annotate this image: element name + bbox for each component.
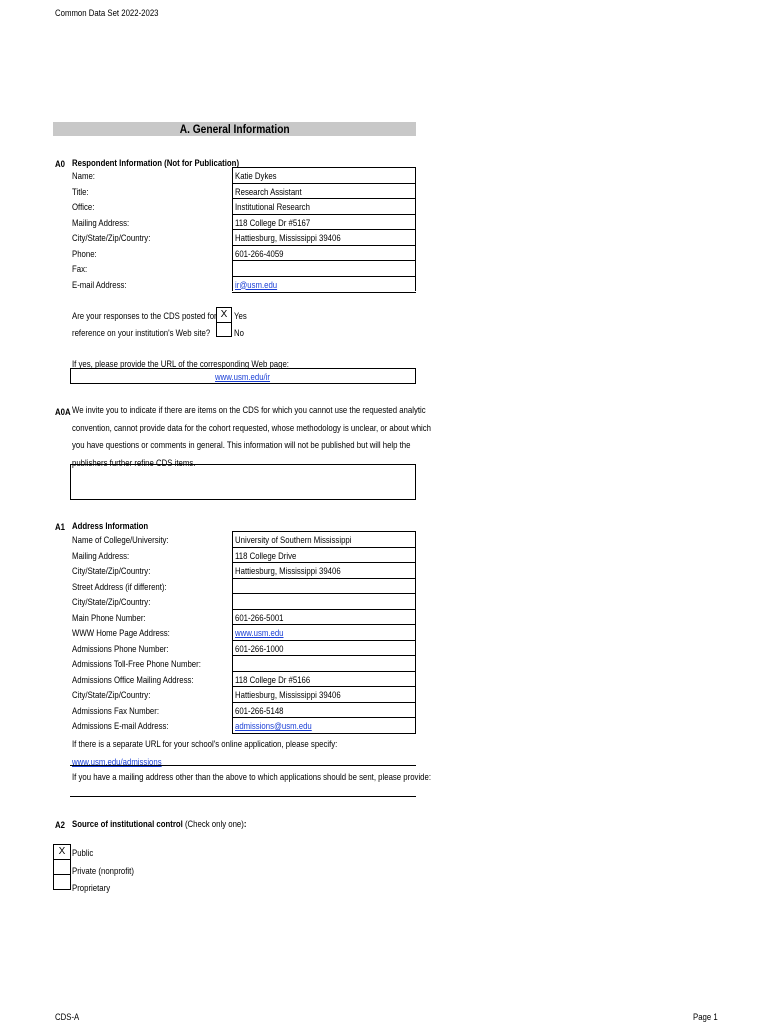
a1-field-value[interactable] bbox=[232, 655, 416, 671]
online-app-divider bbox=[70, 765, 416, 766]
a0-field-value[interactable]: 118 College Dr #5167 bbox=[232, 214, 416, 230]
a0-field-label: City/State/Zip/Country: bbox=[72, 233, 151, 244]
option-proprietary-label: Proprietary bbox=[72, 883, 111, 894]
a0-field-label: Phone: bbox=[72, 248, 97, 260]
a0-field-label: Mailing Address: bbox=[72, 217, 130, 229]
posted-options-labels bbox=[234, 307, 250, 341]
a1-value-table bbox=[232, 531, 416, 734]
a0-field-value[interactable]: Institutional Research bbox=[232, 198, 416, 214]
a0-field-label: Name: bbox=[72, 171, 95, 182]
posted-question: Are your responses to the CDS posted for reference on your institution's Web site? bbox=[72, 311, 217, 339]
footer-left: CDS-A bbox=[55, 1012, 80, 1023]
a0-field-value[interactable] bbox=[232, 260, 416, 276]
a0-field-label: Title: bbox=[72, 186, 89, 198]
a1-field-value[interactable]: University of Southern Mississippi bbox=[232, 531, 416, 547]
a1-field-label: Main Phone Number: bbox=[72, 612, 146, 624]
a2-heading: Source of institutional control (Check only one): bbox=[72, 819, 247, 830]
a0a-text: We invite you to indicate if there are items on the CDS for which you cannot use the requested analytic convention, cannot provide data for the cohort requested, whose methodology is unclear, or about which you have questions or comments in general. This information will not be published but will help the publishers further refine CDS items. bbox=[72, 405, 432, 469]
a0-field-label: Fax: bbox=[72, 264, 88, 275]
a1-field-label: Admissions E-mail Address: bbox=[72, 721, 169, 732]
a0-field-value[interactable]: Research Assistant bbox=[232, 183, 416, 199]
posted-yes-checkbox[interactable]: X bbox=[216, 307, 232, 322]
a1-field-value[interactable]: 118 College Drive bbox=[232, 547, 416, 563]
a0-field-label: Office: bbox=[72, 202, 95, 213]
option-private-label: Private (nonprofit) bbox=[72, 865, 134, 877]
a1-field-label: Admissions Office Mailing Address: bbox=[72, 674, 194, 686]
section-title: A. General Information bbox=[179, 122, 290, 136]
a1-heading: Address Information bbox=[72, 521, 149, 532]
url-prompt: If yes, please provide the URL of the corresponding Web page: bbox=[72, 359, 289, 370]
a1-field-label: Admissions Phone Number: bbox=[72, 643, 169, 655]
a1-field-label: City/State/Zip/Country: bbox=[72, 690, 151, 701]
a1-field-value[interactable]: www.usm.edu bbox=[232, 624, 416, 640]
a1-field-label: Mailing Address: bbox=[72, 550, 130, 562]
a2-public-checkbox[interactable]: X bbox=[53, 844, 71, 859]
a1-field-value[interactable]: 601-266-5001 bbox=[232, 609, 416, 625]
a1-field-value[interactable]: 118 College Dr #5166 bbox=[232, 671, 416, 687]
a1-field-label: Name of College/University: bbox=[72, 535, 169, 546]
online-app-url[interactable]: www.usm.edu/admissions bbox=[72, 757, 162, 768]
a0-code: A0 bbox=[55, 159, 65, 170]
a1-field-label: WWW Home Page Address: bbox=[72, 628, 170, 639]
a1-field-label: Street Address (if different): bbox=[72, 581, 167, 593]
a1-field-label: Admissions Fax Number: bbox=[72, 705, 160, 717]
a1-field-value[interactable]: Hattiesburg, Mississippi 39406 bbox=[232, 562, 416, 578]
a0-field-label: E-mail Address: bbox=[72, 279, 127, 291]
a1-field-value[interactable]: 601-266-1000 bbox=[232, 640, 416, 656]
a0a-response-box[interactable] bbox=[70, 464, 416, 500]
yes-label: Yes bbox=[234, 311, 247, 322]
a1-field-value[interactable]: Hattiesburg, Mississippi 39406 bbox=[232, 686, 416, 702]
url-field[interactable] bbox=[70, 368, 416, 384]
posted-no-checkbox[interactable] bbox=[216, 322, 232, 337]
option-public-label: Public bbox=[72, 848, 94, 859]
a1-field-value[interactable]: 601-266-5148 bbox=[232, 702, 416, 718]
a1-field-label: Admissions Toll-Free Phone Number: bbox=[72, 659, 201, 670]
no-label: No bbox=[234, 328, 244, 339]
a2-proprietary-checkbox[interactable] bbox=[53, 874, 71, 890]
a1-field-value[interactable] bbox=[232, 593, 416, 609]
a0-field-value[interactable]: Hattiesburg, Mississippi 39406 bbox=[232, 229, 416, 245]
a1-field-value[interactable]: admissions@usm.edu bbox=[232, 717, 416, 733]
a2-option-labels bbox=[72, 844, 148, 897]
a1-code: A1 bbox=[55, 522, 65, 533]
a2-code: A2 bbox=[55, 820, 65, 831]
section-title-bar bbox=[53, 122, 416, 136]
url-link[interactable]: www.usm.edu/ir bbox=[215, 372, 271, 383]
a0-field-value[interactable]: ir@usm.edu bbox=[232, 276, 416, 292]
online-app-prompt: If there is a separate URL for your school's online application, please specify: bbox=[72, 739, 338, 750]
a0-field-value[interactable]: Katie Dykes bbox=[232, 167, 416, 183]
a0-value-table bbox=[232, 167, 416, 293]
doc-title: Common Data Set 2022-2023 bbox=[55, 8, 159, 19]
a0a-code: A0A bbox=[55, 407, 71, 418]
footer-right: Page 1 bbox=[693, 1012, 718, 1023]
other-address-field[interactable] bbox=[70, 796, 416, 815]
a0-field-value[interactable]: 601-266-4059 bbox=[232, 245, 416, 261]
a1-field-label: City/State/Zip/Country: bbox=[72, 597, 151, 608]
a0-heading: Respondent Information (Not for Publication) bbox=[72, 158, 240, 169]
a2-private-checkbox[interactable] bbox=[53, 859, 71, 874]
a1-field-value[interactable] bbox=[232, 578, 416, 594]
other-address-prompt: If you have a mailing address other than the above to which applications should be sent, please provide: bbox=[72, 772, 432, 783]
a1-field-label: City/State/Zip/Country: bbox=[72, 566, 151, 577]
document-header bbox=[55, 3, 181, 21]
